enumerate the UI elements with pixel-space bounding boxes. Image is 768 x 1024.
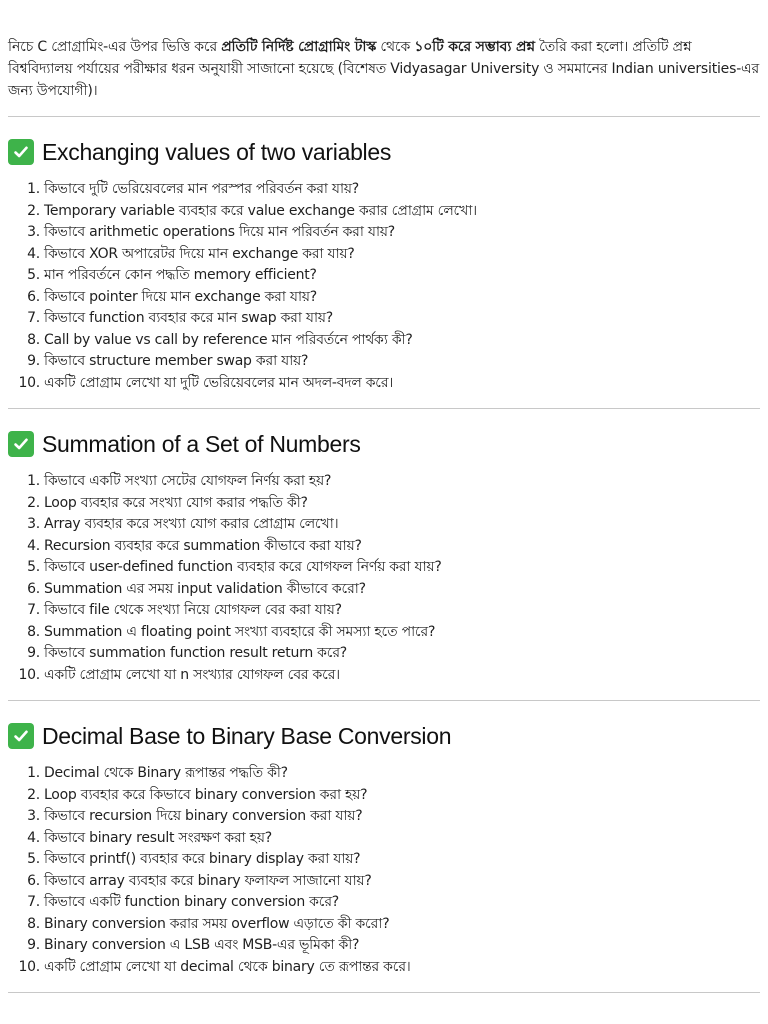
list-item: কিভাবে function ব্যবহার করে মান swap করা যায়?	[44, 310, 333, 326]
list-item: মান পরিবর্তনে কোন পদ্ধতি memory efficient?	[44, 267, 317, 283]
list-item: Call by value vs call by reference মান পরিবর্তনে পার্থক্য কী?	[44, 331, 413, 348]
list-item: কিভাবে printf() ব্যবহার করে binary display করা যায়?	[44, 851, 361, 867]
intro-text-2: থেকে	[376, 39, 415, 55]
section-title: Exchanging values of two variables	[42, 138, 392, 165]
list-item: Loop ব্যবহার করে কিভাবে binary conversion করা হয়?	[44, 786, 368, 803]
list-item: কিভাবে structure member swap করা যায়?	[44, 353, 309, 369]
list-item: Recursion ব্যবহার করে summation কীভাবে করা যায়?	[44, 537, 362, 554]
question-list	[8, 179, 760, 394]
check-mark-icon	[8, 723, 34, 749]
list-item: Loop ব্যবহার করে সংখ্যা যোগ করার পদ্ধতি কী?	[44, 494, 308, 511]
list-item: একটি প্রোগ্রাম লেখো যা n সংখ্যার যোগফল বের করে।	[44, 666, 340, 683]
intro-paragraph	[8, 36, 760, 102]
list-item: কিভাবে summation function result return করে?	[44, 645, 347, 661]
list-item: Summation এর সময় input validation কীভাবে করো?	[44, 580, 366, 597]
list-item: কিভাবে XOR অপারেটর দিয়ে মান exchange করা যায়?	[44, 245, 355, 262]
intro-text-1: নিচে C প্রোগ্রামিং-এর উপর ভিত্তি করে	[8, 39, 222, 55]
list-item: কিভাবে binary result সংরক্ষণ করা হয়?	[44, 829, 272, 846]
question-list	[8, 763, 760, 978]
list-item: কিভাবে pointer দিয়ে মান exchange করা যায়?	[44, 288, 317, 305]
check-mark-icon	[8, 139, 34, 165]
list-item: কিভাবে array ব্যবহার করে binary ফলাফল সাজানো যায়?	[44, 872, 372, 889]
list-item: কিভাবে একটি সংখ্যা সেটের যোগফল নির্ণয় করা হয়?	[44, 473, 332, 489]
check-mark-icon	[8, 431, 34, 457]
list-item: Binary conversion করার সময় overflow এড়াতে কী করো?	[44, 915, 390, 932]
list-item: কিভাবে arithmetic operations দিয়ে মান পরিবর্তন করা যায়?	[44, 224, 395, 240]
list-item: একটি প্রোগ্রাম লেখো যা দুটি ভেরিয়েবলের মান অদল-বদল করে।	[44, 374, 394, 391]
list-item: Temporary variable ব্যবহার করে value exchange করার প্রোগ্রাম লেখো।	[44, 202, 477, 219]
intro-bold-2: ১০টি করে সম্ভাব্য প্রশ্ন	[414, 39, 535, 55]
list-item: কিভাবে একটি function binary conversion করে?	[44, 894, 339, 910]
list-item: Binary conversion এ LSB এবং MSB-এর ভূমিকা কী?	[44, 937, 360, 953]
list-item: Summation এ floating point সংখ্যা ব্যবহারে কী সমস্যা হতে পারে?	[44, 623, 436, 640]
section-exchanging-values	[8, 117, 760, 408]
section-decimal-to-binary	[8, 701, 760, 992]
intro-text-3: তৈরি করা হলো। প্রতিটি প্রশ্ন বিশ্ববিদ্যালয় পর্যায়ের পরীক্ষার ধরন অনুযায়ী সাজানো হয়েছে (বিশেষত Vidyasagar University ও সমমানের Indian universities-এর জন্য উপযোগী)।	[8, 39, 759, 99]
section-title: Summation of a Set of Numbers	[42, 430, 361, 457]
list-item: কিভাবে file থেকে সংখ্যা নিয়ে যোগফল বের করা যায়?	[44, 602, 342, 618]
intro-bold-1: প্রতিটি নির্দিষ্ট প্রোগ্রামিং টাস্ক	[221, 39, 377, 55]
section-heading	[8, 721, 760, 751]
list-item: একটি প্রোগ্রাম লেখো যা decimal থেকে binary তে রূপান্তর করে।	[44, 958, 411, 975]
list-item: কিভাবে দুটি ভেরিয়েবলের মান পরস্পর পরিবর্তন করা যায়?	[44, 181, 359, 197]
question-list	[8, 471, 760, 686]
list-item: কিভাবে recursion দিয়ে binary conversion করা যায়?	[44, 808, 363, 824]
section-title: Decimal Base to Binary Base Conversion	[42, 722, 452, 749]
divider	[8, 992, 760, 993]
list-item: Array ব্যবহার করে সংখ্যা যোগ করার প্রোগ্রাম লেখো।	[44, 516, 339, 532]
section-heading	[8, 137, 760, 167]
section-heading	[8, 429, 760, 459]
list-item: Decimal থেকে Binary রূপান্তর পদ্ধতি কী?	[44, 765, 288, 781]
section-summation	[8, 409, 760, 700]
list-item: কিভাবে user-defined function ব্যবহার করে যোগফল নির্ণয় করা যায়?	[44, 559, 442, 575]
